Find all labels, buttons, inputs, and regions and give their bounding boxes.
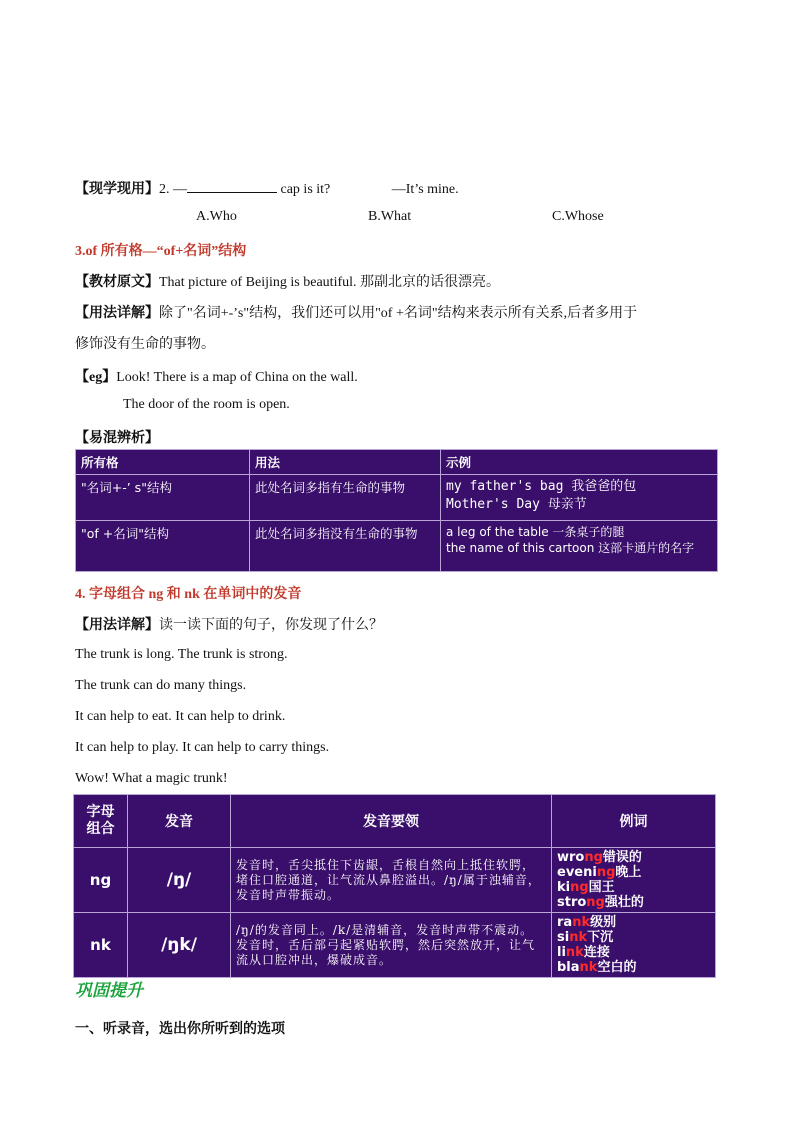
q2-prefix: 2. — bbox=[159, 182, 187, 197]
s3-eg2: The door of the room is open. bbox=[123, 397, 290, 412]
words-cell bbox=[552, 913, 716, 978]
q2-tag: 【现学现用】 bbox=[75, 182, 159, 197]
section4-title: 4. 字母组合 ng 和 nk 在单词中的发音 bbox=[75, 587, 302, 602]
example-word: evening晚上 bbox=[557, 865, 642, 880]
header-cell: 例词 bbox=[552, 795, 716, 848]
section3-title: 3.of 所有格—“of+名词”结构 bbox=[75, 244, 247, 259]
s3-usage bbox=[75, 302, 637, 322]
example-line: Mother's Day 母亲节 bbox=[446, 497, 587, 512]
header-cell: 发音要领 bbox=[231, 795, 552, 848]
example-line: a leg of the table 一条桌子的腿 bbox=[446, 525, 625, 539]
example-word: strong强壮的 bbox=[557, 895, 644, 910]
s3-eg-tag: 【eg】 bbox=[75, 370, 117, 385]
example-word: blank空白的 bbox=[557, 960, 637, 975]
table-row bbox=[74, 848, 716, 913]
s3-source bbox=[75, 271, 500, 291]
option-c: C.Whose bbox=[552, 209, 604, 224]
s3-usage-line2: 修饰没有生命的事物。 bbox=[75, 337, 215, 352]
s3-source-text: That picture of Beijing is beautiful. 那副北京的话很漂亮。 bbox=[159, 275, 501, 290]
q2-line bbox=[75, 178, 459, 198]
form-cell: "of +名词"结构 bbox=[76, 521, 250, 572]
usage-cell: 此处名词多指有生命的事物 bbox=[250, 475, 441, 521]
s3-eg bbox=[75, 366, 358, 386]
pronunciation-table bbox=[73, 794, 716, 978]
header-cell: 发音 bbox=[128, 795, 231, 848]
header-cell: 示例 bbox=[441, 450, 718, 475]
phonetic-cell: /ŋk/ bbox=[128, 913, 231, 978]
example-word: link连接 bbox=[557, 945, 610, 960]
option-b: B.What bbox=[368, 209, 412, 224]
s4-usage-text: 读一读下面的句子，你发现了什么？ bbox=[159, 618, 383, 633]
header-cell: 字母 组合 bbox=[74, 795, 128, 848]
s3-confuse-tag: 【易混辨析】 bbox=[75, 431, 159, 446]
s4-usage bbox=[75, 614, 383, 634]
example-cell bbox=[441, 521, 718, 572]
usage-cell: 此处名词多指没有生命的事物 bbox=[250, 521, 441, 572]
form-cell: "名词+-’ s"结构 bbox=[76, 475, 250, 521]
example-word: rank级别 bbox=[557, 915, 617, 930]
reading-line: The trunk can do many things. bbox=[75, 678, 247, 693]
example-line: my father's bag 我爸爸的包 bbox=[446, 479, 637, 494]
part1-heading: 一、听录音，选出你所听到的选项 bbox=[75, 1022, 285, 1037]
table-header-row bbox=[76, 450, 718, 475]
header-cell: 用法 bbox=[250, 450, 441, 475]
combo-cell: ng bbox=[74, 848, 128, 913]
s3-eg1: Look! There is a map of China on the wall. bbox=[116, 370, 358, 385]
reading-line: It can help to play. It can help to carry things. bbox=[75, 740, 330, 755]
reading-line: It can help to eat. It can help to drink. bbox=[75, 709, 286, 724]
example-word: king国王 bbox=[557, 880, 615, 895]
s3-usage-line1: 除了"名词+-’s"结构，我们还可以用"of +名词"结构来表示所有关系,后者多用于 bbox=[159, 306, 638, 321]
q2-blank bbox=[187, 180, 277, 193]
combo-cell: nk bbox=[74, 913, 128, 978]
header-cell: 所有格 bbox=[76, 450, 250, 475]
example-word: wrong错误的 bbox=[557, 850, 642, 865]
tip-cell: /ŋ/的发音同上。/k/是清辅音，发音时声带不震动。发音时，舌后部弓起紧贴软腭，然后突然放开，让气流从口腔冲出，爆破成音。 bbox=[231, 913, 552, 978]
example-word: sink下沉 bbox=[557, 930, 614, 945]
tip-cell: 发音时，舌尖抵住下齿龈，舌根自然向上抵住软腭，堵住口腔通道，让气流从鼻腔溢出。/ŋ/属于浊辅音，发音时声带振动。 bbox=[231, 848, 552, 913]
s3-usage-tag: 【用法详解】 bbox=[75, 306, 159, 321]
table-row bbox=[74, 913, 716, 978]
words-cell bbox=[552, 848, 716, 913]
table-header-row bbox=[74, 795, 716, 848]
table-row bbox=[76, 475, 718, 521]
reading-line: The trunk is long. The trunk is strong. bbox=[75, 647, 288, 662]
q2-mid: cap is it? bbox=[277, 182, 331, 197]
reading-line: Wow! What a magic trunk! bbox=[75, 771, 228, 786]
table-row bbox=[76, 521, 718, 572]
example-line: the name of this cartoon 这部卡通片的名字 bbox=[446, 541, 695, 555]
example-cell bbox=[441, 475, 718, 521]
consolidate-heading: 巩固提升 bbox=[75, 981, 143, 1001]
q2-answer: —It’s mine. bbox=[391, 182, 459, 197]
s3-source-tag: 【教材原文】 bbox=[75, 275, 159, 290]
phonetic-cell: /ŋ/ bbox=[128, 848, 231, 913]
s4-usage-tag: 【用法详解】 bbox=[75, 618, 159, 633]
possessive-table bbox=[75, 449, 718, 572]
option-a: A.Who bbox=[196, 209, 237, 224]
